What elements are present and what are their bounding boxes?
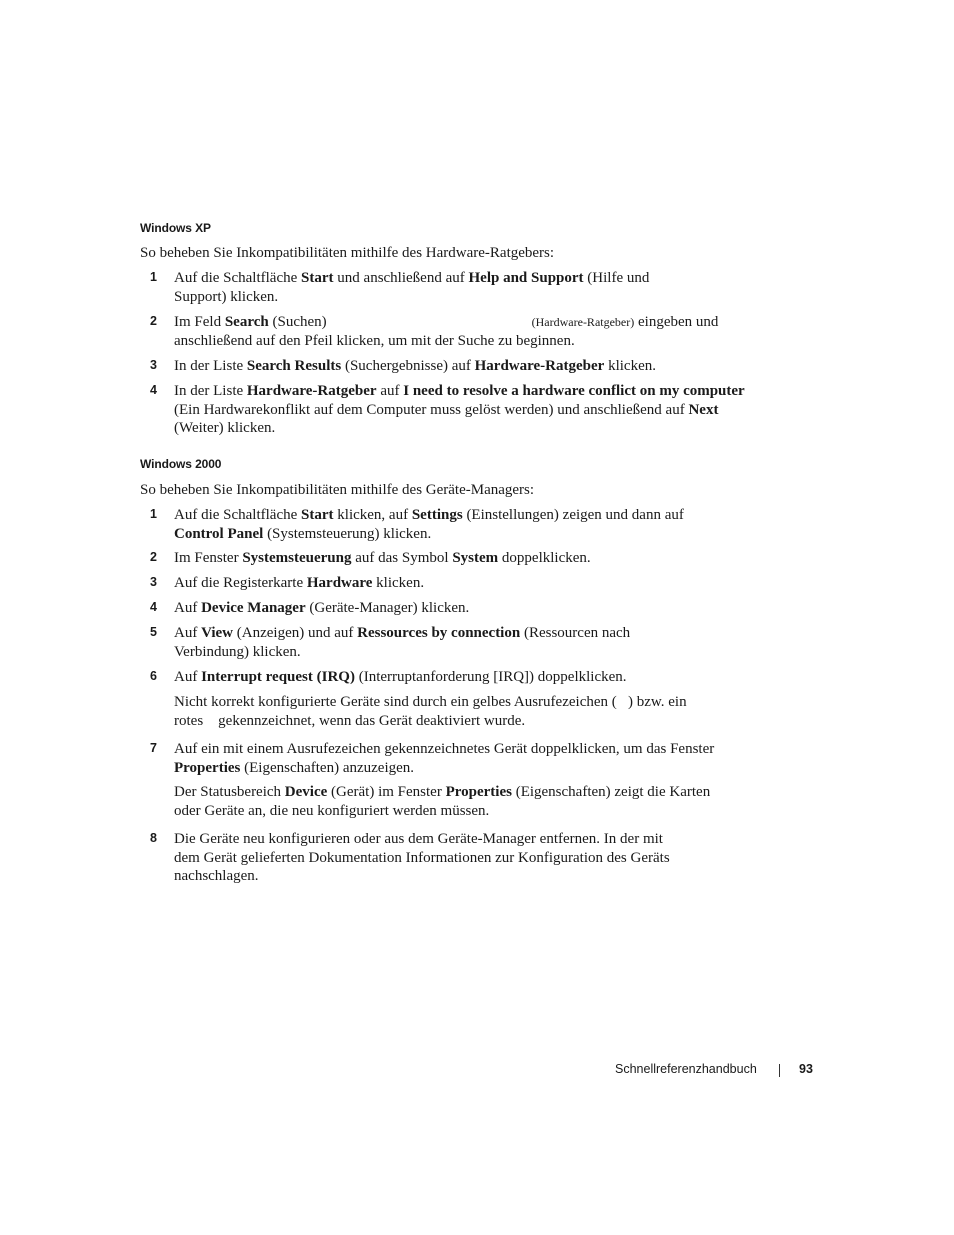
step-text: In der Liste Search Results (Suchergebnisse) auf Hardware-Ratgeber klicken. [174, 358, 656, 374]
step-text: Auf die Schaltfläche Start und anschließend auf Help and Support (Hilfe und Support) klicken. [174, 270, 650, 305]
step-text: Auf Device Manager (Geräte-Manager) klicken. [174, 600, 470, 616]
step-text: Auf ein mit einem Ausrufezeichen gekennzeichnetes Gerät doppelklicken, um das Fenster Properties (Eigenschaften) anzuzeigen. [174, 741, 715, 776]
footer-title: Schnellreferenzhandbuch [615, 1062, 757, 1076]
step-number: 6 [150, 669, 157, 683]
step-number: 5 [150, 625, 157, 639]
step-text: Die Geräte neu konfigurieren oder aus dem Geräte-Manager entfernen. In der mit dem Gerät gelieferten Dokumentation Informationen zur Konfiguration des Geräts nachschlagen. [174, 831, 670, 884]
page-number: 93 [799, 1062, 813, 1076]
section-heading-windows-2000: Windows 2000 [140, 457, 222, 471]
footer-divider [779, 1064, 780, 1077]
step-note: Der Statusbereich Device (Gerät) im Fenster Properties (Eigenschaften) zeigt die Karten oder Geräte an, die neu konfiguriert werden müssen. [174, 784, 711, 819]
step-text: Auf View (Anzeigen) und auf Ressources by connection (Ressourcen nach Verbindung) klicken. [174, 625, 631, 660]
step-number: 7 [150, 741, 157, 755]
step-number: 8 [150, 831, 157, 845]
section-heading-windows-xp: Windows XP [140, 221, 211, 235]
step-text: Im Feld Search (Suchen) (Hardware-Ratgeber) eingeben und anschließend auf den Pfeil klicken, um mit der Suche zu beginnen. [174, 314, 719, 349]
step-number: 1 [150, 270, 157, 284]
step-number: 2 [150, 314, 157, 328]
intro-windows-xp: So beheben Sie Inkompatibilitäten mithilfe des Hardware-Ratgebers: [140, 245, 555, 261]
step-number: 4 [150, 600, 157, 614]
step-number: 2 [150, 550, 157, 564]
step-text: Im Fenster Systemsteuerung auf das Symbol System doppelklicken. [174, 550, 591, 566]
step-text: In der Liste Hardware-Ratgeber auf I need to resolve a hardware conflict on my computer (Ein Hardwarekonflikt auf dem Computer muss gelöst werden) und anschließend auf Next (Weiter) klicken. [174, 383, 745, 436]
step-text: Auf Interrupt request (IRQ) (Interruptanforderung [IRQ]) doppelklicken. [174, 669, 627, 685]
step-number: 4 [150, 383, 157, 397]
step-text: Auf die Schaltfläche Start klicken, auf Settings (Einstellungen) zeigen und dann auf Control Panel (Systemsteuerung) klicken. [174, 507, 684, 542]
step-text: Auf die Registerkarte Hardware klicken. [174, 575, 425, 591]
step-note: Nicht korrekt konfigurierte Geräte sind durch ein gelbes Ausrufezeichen ( ) bzw. ein rotes gekennzeichnet, wenn das Gerät deaktiviert wurde. [174, 694, 687, 729]
step-number: 3 [150, 575, 157, 589]
intro-windows-2000: So beheben Sie Inkompatibilitäten mithilfe des Geräte-Managers: [140, 482, 535, 498]
step-number: 3 [150, 358, 157, 372]
step-number: 1 [150, 507, 157, 521]
